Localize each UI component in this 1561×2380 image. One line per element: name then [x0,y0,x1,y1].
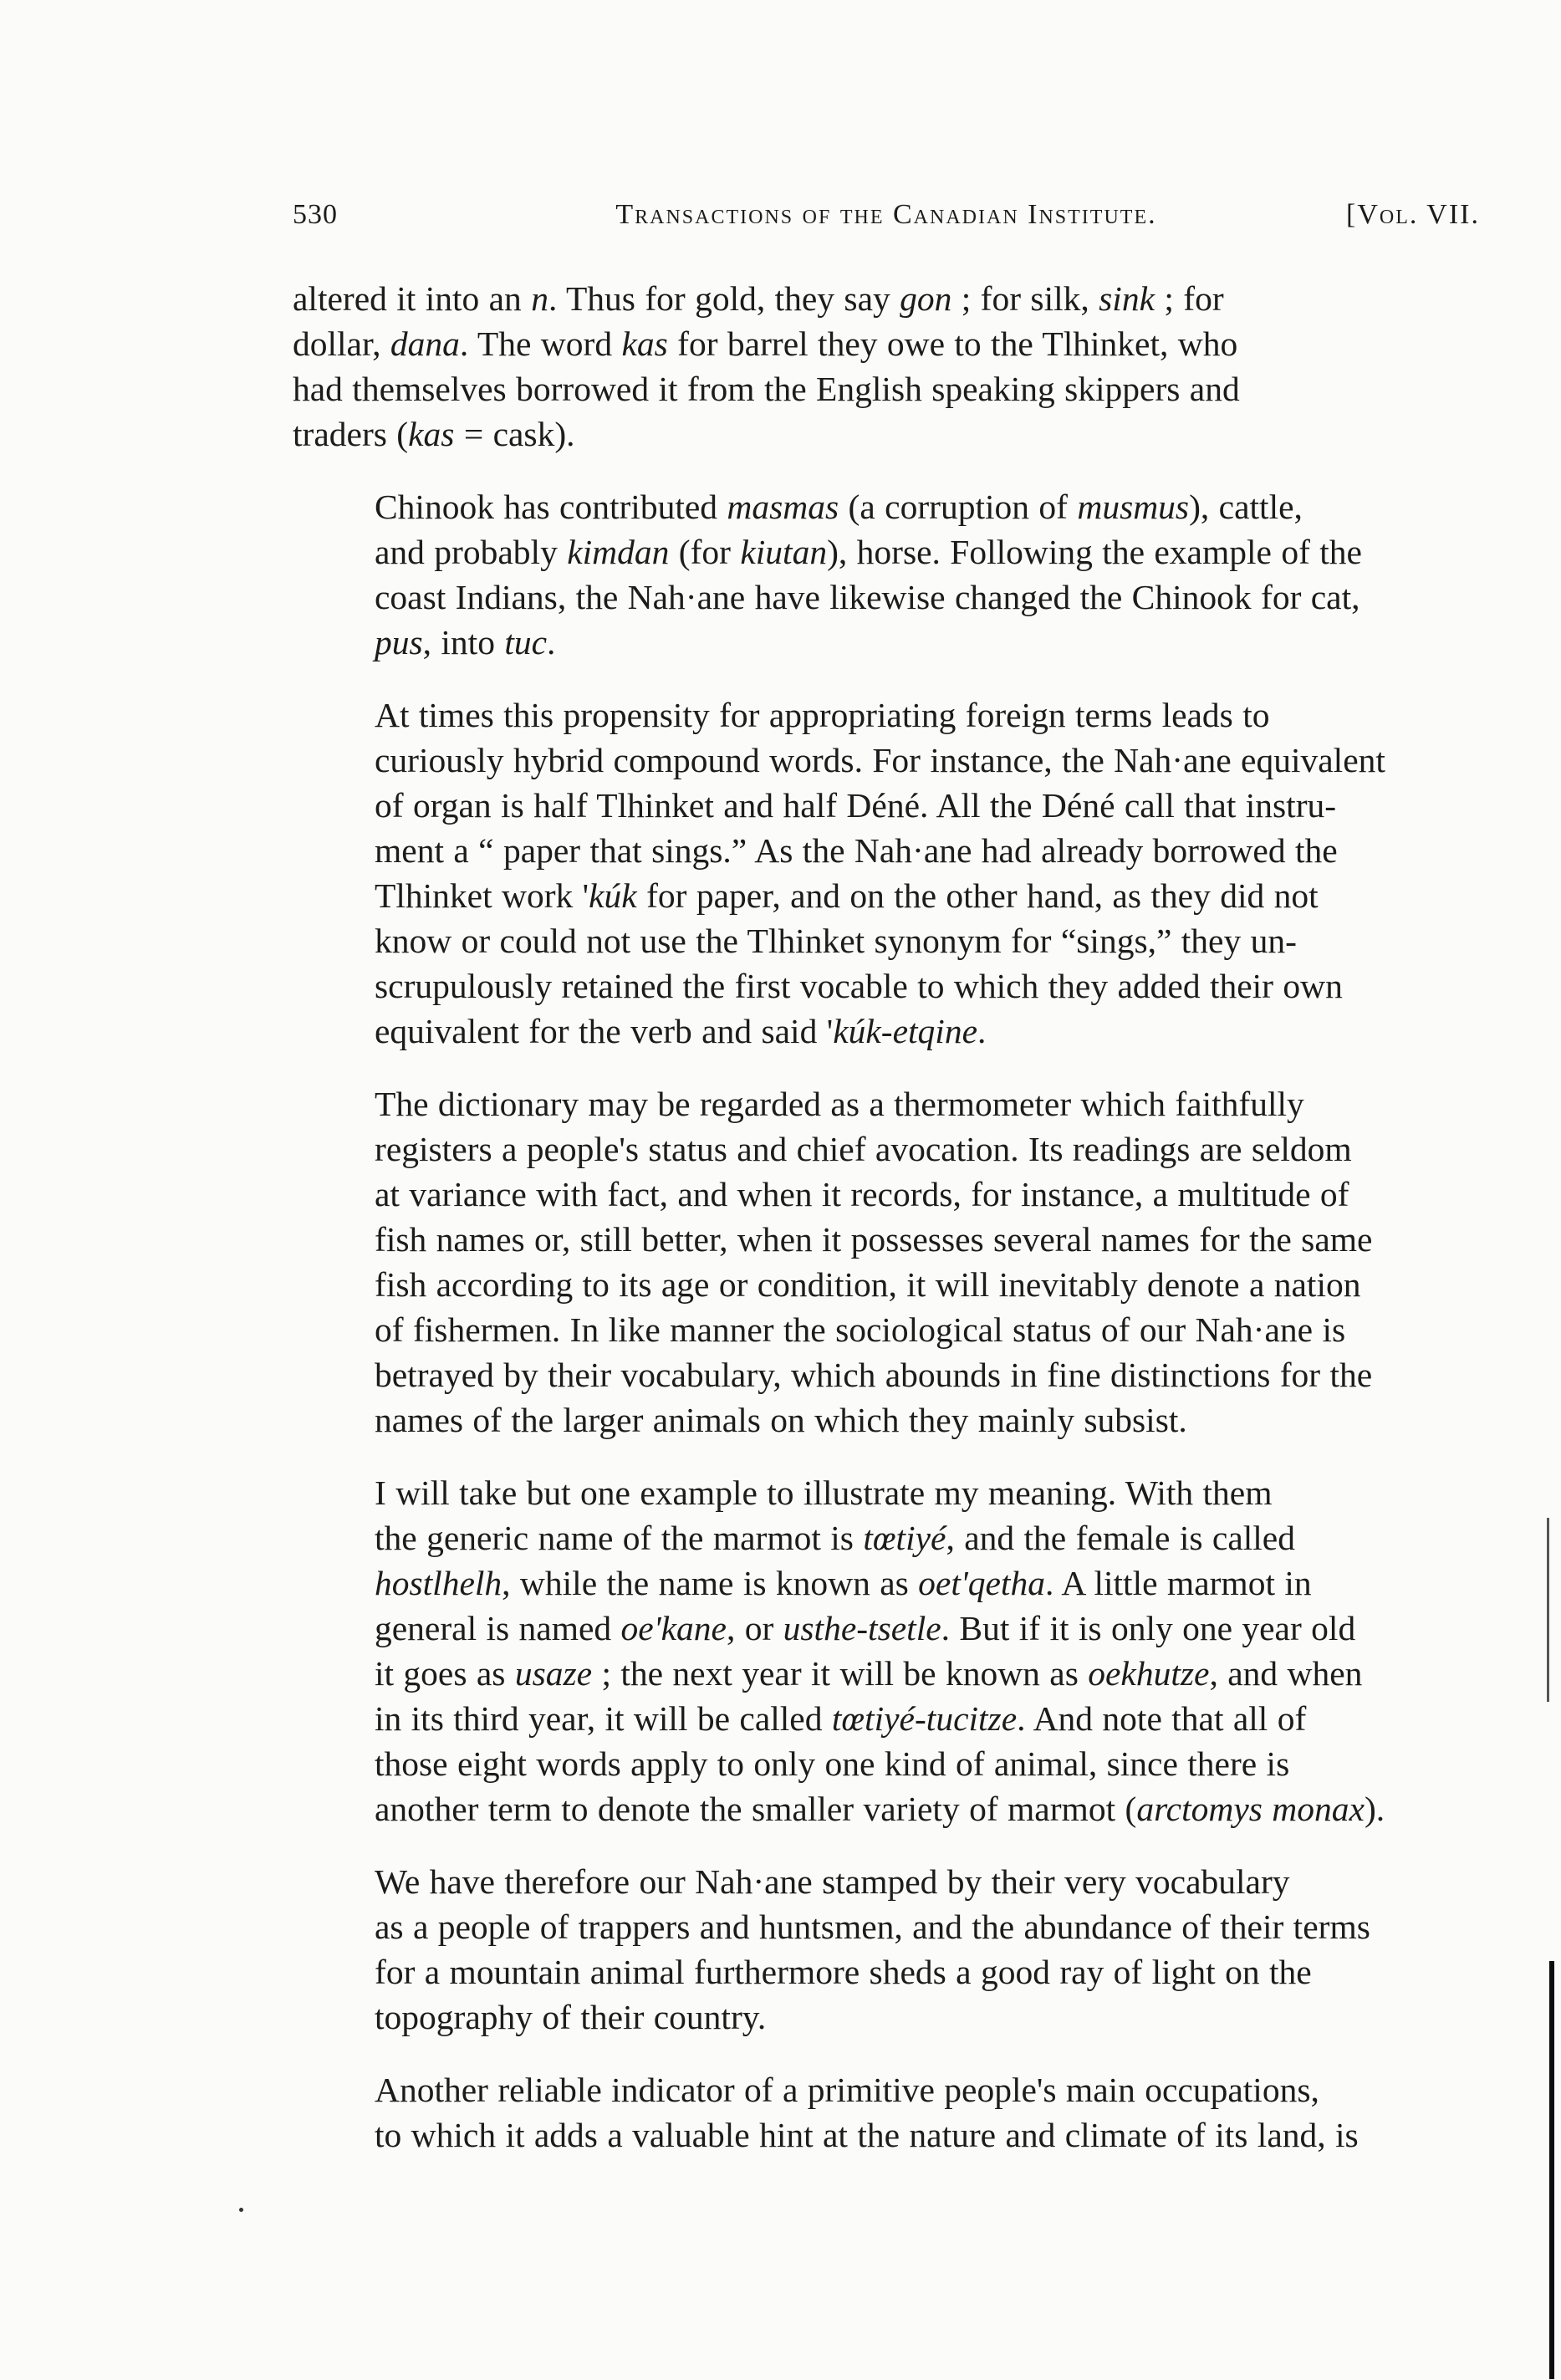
text-line [293,1859,1470,1904]
text-run: coast Indians, the Nah·ane have likewise changed the Chinook for cat, [375,578,1360,616]
text-line [293,1560,1470,1606]
page-header [293,199,1480,249]
text-run: at variance with fact, and when it records, for instance, a multitude of [375,1175,1349,1213]
italic-term: kimdan [567,533,670,571]
italic-term: musmus [1077,488,1190,526]
text-line [293,2067,1470,2112]
text-run: . The word [459,324,622,363]
paragraph [293,1470,1470,1831]
text-run: The dictionary may be regarded as a thermometer which faithfully [375,1085,1304,1123]
text-run: . And note that all of [1017,1699,1307,1738]
text-run: . But if it is only one year old [941,1609,1356,1647]
paragraph [293,692,1470,1054]
text-line [293,366,1470,411]
text-line [293,1651,1470,1696]
text-run: , into [422,623,505,661]
text-run: , or [726,1609,783,1647]
text-run: , and the female is called [946,1519,1295,1557]
text-line [293,692,1470,738]
text-line [293,575,1470,620]
text-run: had themselves borrowed it from the English speaking skippers and [293,370,1240,408]
text-run: the generic name of the marmot is [375,1519,864,1557]
italic-term: sink [1099,279,1155,318]
text-run: equivalent for the verb and said ' [375,1012,834,1050]
text-run: . [977,1012,987,1050]
text-run: those eight words apply to only one kind of animal, since there is [375,1744,1290,1783]
text-line [293,1126,1470,1172]
text-run: betrayed by their vocabulary, which abounds in fine distinctions for the [375,1356,1373,1394]
text-run: topography of their country. [375,1998,767,2036]
running-title: Transactions of the Canadian Institute. [615,199,1157,230]
text-run: Tlhinket work ' [375,876,589,915]
paragraph [293,1859,1470,2040]
text-line [293,2112,1470,2158]
text-run: traders ( [293,415,409,453]
text-line [293,918,1470,963]
text-run: names of the larger animals on which they mainly subsist. [375,1401,1187,1439]
text-run: know or could not use the Tlhinket synonym for “sings,” they un- [375,922,1297,960]
italic-term: arctomys monax [1136,1790,1365,1828]
text-line [293,1470,1470,1515]
italic-term: tœtiyé-tucitze [831,1699,1018,1738]
text-line [293,873,1470,918]
text-run: scrupulously retained the first vocable to which they added their own [375,967,1343,1005]
text-run: general is named [375,1609,621,1647]
text-line [293,738,1470,783]
text-line [293,828,1470,873]
paragraph [293,276,1470,457]
text-run: ). [1364,1790,1385,1828]
text-run: curiously hybrid compound words. For instance, the Nah·ane equivalent [375,741,1385,779]
italic-term: kas [621,324,668,363]
text-run: ), horse. Following the example of the [827,533,1362,571]
text-line [293,1009,1470,1054]
italic-term: oet'qetha [918,1564,1045,1602]
scan-margin-mark [1547,1518,1549,1702]
italic-term: dana [390,324,460,363]
text-run: and probably [375,533,568,571]
italic-term: tuc [504,623,548,661]
scan-margin-bar [1549,1961,1554,2379]
text-run: in its third year, it will be called [375,1699,832,1738]
text-line [293,1515,1470,1560]
text-line [293,620,1470,665]
page-number: 530 [293,199,338,230]
text-line [293,1352,1470,1397]
paragraph [293,2067,1470,2158]
text-run: ), cattle, [1189,488,1303,526]
text-line [293,1172,1470,1217]
text-line [293,1606,1470,1651]
text-line [293,1262,1470,1307]
italic-term: kiutan [740,533,828,571]
italic-term: pus [375,623,423,661]
text-run: as a people of trappers and huntsmen, and the abundance of their terms [375,1908,1370,1946]
text-run: of organ is half Tlhinket and half Déné. All the Déné call that instru- [375,786,1337,825]
text-line [293,484,1470,529]
text-run: ; the next year it will be known as [592,1654,1089,1693]
italic-term: usaze [514,1654,593,1693]
text-run: . Thus for gold, they say [548,279,900,318]
volume-label: [Vol. VII. [1346,199,1480,230]
text-run: , and when [1209,1654,1363,1693]
text-run: . A little marmot in [1044,1564,1312,1602]
text-line [293,1307,1470,1352]
text-line [293,1786,1470,1831]
text-run: another term to denote the smaller variety of marmot ( [375,1790,1137,1828]
italic-term: n [531,279,548,318]
text-line [293,1949,1470,1994]
text-line [293,1081,1470,1126]
italic-term: oekhutze [1088,1654,1210,1693]
text-line [293,529,1470,575]
text-line [293,321,1470,366]
text-run: for barrel they owe to the Tlhinket, who [667,324,1238,363]
text-run: registers a people's status and chief avocation. Its readings are seldom [375,1130,1352,1168]
text-run: to which it adds a valuable hint at the nature and climate of its land, is [375,2116,1359,2154]
italic-term: hostlhelh [375,1564,502,1602]
text-run: Chinook has contributed [375,488,727,526]
text-run: altered it into an [293,279,532,318]
italic-term: masmas [727,488,839,526]
text-run: . [547,623,556,661]
text-run: ; for [1155,279,1224,318]
italic-term: kúk-etqine [833,1012,977,1050]
italic-term: usthe-tsetle [783,1609,941,1647]
paragraph [293,484,1470,665]
text-line [293,1696,1470,1741]
text-run: it goes as [375,1654,515,1693]
text-line [293,1994,1470,2040]
text-run: At times this propensity for appropriating foreign terms leads to [375,696,1270,734]
paragraph [293,1081,1470,1443]
italic-term: oe'kane [620,1609,727,1647]
text-run: for paper, and on the other hand, as they did not [636,876,1319,915]
text-line [293,1904,1470,1949]
text-run: fish names or, still better, when it possesses several names for the same [375,1220,1373,1259]
text-run: (a corruption of [839,488,1078,526]
text-line [293,1741,1470,1786]
text-run: We have therefore our Nah·ane stamped by their very vocabulary [375,1862,1290,1901]
text-run: I will take but one example to illustrate my meaning. With them [375,1473,1273,1512]
text-run: of fishermen. In like manner the sociological status of our Nah·ane is [375,1310,1346,1349]
text-line [293,1397,1470,1443]
scan-speck [239,2208,243,2212]
text-run: ; for silk, [951,279,1099,318]
text-line [293,1217,1470,1262]
text-run: dollar, [293,324,390,363]
body-text [293,276,1470,2185]
text-line [293,411,1470,457]
text-run: (for [669,533,741,571]
text-run: fish according to its age or condition, it will inevitably denote a nation [375,1265,1361,1304]
text-run: = cask). [454,415,575,453]
text-run: , while the name is known as [502,1564,919,1602]
text-line [293,963,1470,1009]
text-line [293,276,1470,321]
text-line [293,783,1470,828]
italic-term: tœtiyé [863,1519,946,1557]
text-run: ment a “ paper that sings.” As the Nah·ane had already borrowed the [375,831,1338,870]
text-run: for a mountain animal furthermore sheds a good ray of light on the [375,1953,1312,1991]
italic-term: gon [900,279,952,318]
text-run: Another reliable indicator of a primitive people's main occupations, [375,2071,1319,2109]
italic-term: kas [408,415,455,453]
italic-term: kúk [589,876,637,915]
